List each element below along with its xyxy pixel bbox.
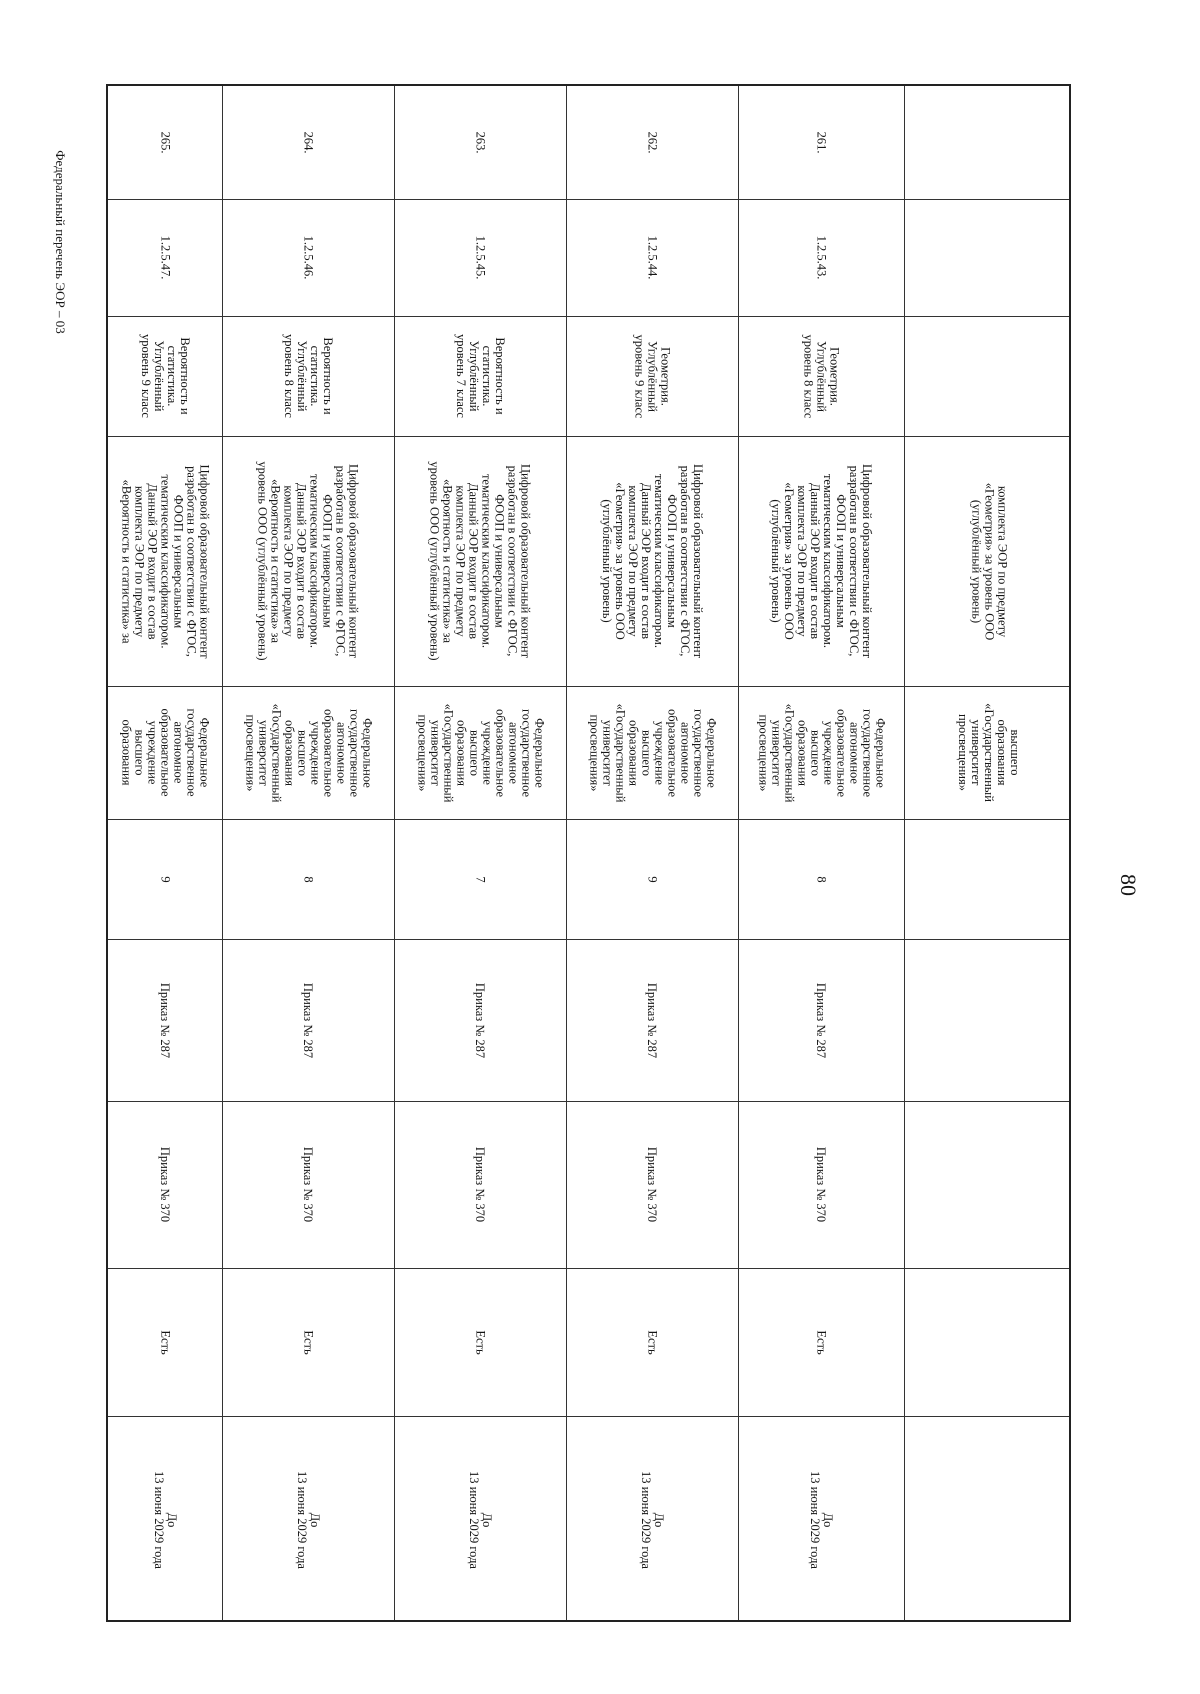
table-cell-num	[566, 86, 738, 199]
developer-text: Федеральное государственное автономное образовательное учреждение высшего образования	[119, 708, 212, 797]
num-text: 265.	[158, 131, 173, 154]
table-cell-grade	[738, 819, 904, 939]
table-cell-availability	[108, 1268, 222, 1416]
table-cell-num	[394, 86, 566, 199]
table-cell-order2	[222, 1101, 394, 1268]
content-text: Цифровой образовательный контент разработан в соответствии с ФГОС, ФООП и универсальным тематическим классификатором. Данный ЭОР входит в состав комплекта ЭОР по предмету «Геометрия» за уровень ООО (углублённый уровень)	[769, 463, 875, 659]
table-cell-deadline	[738, 1416, 904, 1624]
table-cell-availability	[394, 1268, 566, 1416]
table-cell-availability	[738, 1268, 904, 1416]
table-cell-num	[738, 86, 904, 199]
developer-text: Федеральное государственное автономное образовательное учреждение высшего образования «Государственный университет просвещения»	[756, 703, 887, 802]
content-text: комплекта ЭОР по предмету «Геометрия» за уровень ООО (углублённый уровень)	[969, 482, 1009, 640]
registry-table	[106, 84, 1071, 1622]
table-cell-order1	[108, 939, 222, 1101]
num-text: 264.	[301, 131, 316, 154]
table-cell-availability	[566, 1268, 738, 1416]
table-cell-developer	[394, 686, 566, 819]
name-text: Вероятность и статистика. Углублённый уровень 8 класс	[281, 334, 335, 418]
grade-text: 7	[473, 875, 488, 883]
table-cell-name	[738, 316, 904, 436]
deadline-text: До 13 июня 2029 года	[639, 1471, 666, 1569]
code-text: 1.2.5.44.	[645, 235, 660, 280]
table-cell-deadline	[108, 1416, 222, 1624]
table-cell-content	[394, 436, 566, 686]
table-cell-name	[394, 316, 566, 436]
order2-text: Приказ № 370	[158, 1146, 173, 1223]
name-text: Геометрия. Углублённый уровень 9 класс	[632, 334, 673, 418]
table-cell-developer	[904, 686, 1073, 819]
availability-text: Есть	[158, 1329, 173, 1355]
page-number: 80	[1116, 874, 1141, 896]
table-cell-num	[222, 86, 394, 199]
num-text: 261.	[814, 131, 829, 154]
num-text: 263.	[473, 131, 488, 154]
table-cell-grade	[394, 819, 566, 939]
table-cell-developer	[222, 686, 394, 819]
table-cell-content	[904, 436, 1073, 686]
table-cell-name	[222, 316, 394, 436]
table-cell-name	[566, 316, 738, 436]
table-cell-content	[222, 436, 394, 686]
table-cell-order1	[222, 939, 394, 1101]
table-cell-code	[108, 199, 222, 316]
order1-text: Приказ № 287	[301, 982, 316, 1058]
grade-text: 8	[814, 875, 829, 883]
order2-text: Приказ № 370	[645, 1146, 660, 1223]
grade-text: 9	[645, 875, 660, 883]
table-cell-content	[566, 436, 738, 686]
developer-text: Федеральное государственное автономное образовательное учреждение высшего образования «Государственный университет просвещения»	[243, 703, 374, 802]
table-cell-code	[566, 199, 738, 316]
deadline-text: До 13 июня 2029 года	[295, 1471, 322, 1569]
code-text: 1.2.5.47.	[158, 235, 173, 280]
grade-text: 9	[158, 875, 173, 883]
order1-text: Приказ № 287	[645, 982, 660, 1058]
availability-text: Есть	[645, 1329, 660, 1355]
table-cell-developer	[738, 686, 904, 819]
deadline-text: До 13 июня 2029 года	[152, 1471, 179, 1569]
table-cell-order2	[108, 1101, 222, 1268]
name-text: Вероятность и статистика. Углублённый уровень 7 класс	[453, 334, 507, 418]
order2-text: Приказ № 370	[473, 1146, 488, 1223]
table-cell-content	[108, 436, 222, 686]
table-cell-code	[394, 199, 566, 316]
table-cell-deadline	[566, 1416, 738, 1624]
developer-text: Федеральное государственное автономное образовательное учреждение высшего образования «Государственный университет просвещения»	[587, 703, 718, 802]
table-cell-order2	[566, 1101, 738, 1268]
table-cell-order2	[738, 1101, 904, 1268]
developer-text: высшего образования «Государственный университет просвещения»	[956, 703, 1022, 802]
page-footer: Федеральный перечень ЭОР – 03	[53, 150, 68, 334]
name-text: Геометрия. Углублённый уровень 8 класс	[801, 334, 842, 418]
table-cell-deadline	[222, 1416, 394, 1624]
code-text: 1.2.5.43.	[814, 235, 829, 280]
content-text: Цифровой образовательный контент разработан в соответствии с ФГОС, ФООП и универсальным тематическим классификатором. Данный ЭОР входит в состав комплекта ЭОР по предмету «Вероятность и статистика» за уровень ООО (углублённый уровень)	[256, 461, 361, 661]
table-cell-name	[108, 316, 222, 436]
table-cell-developer	[108, 686, 222, 819]
grade-text: 8	[301, 875, 316, 883]
deadline-text: До 13 июня 2029 года	[808, 1471, 835, 1569]
order1-text: Приказ № 287	[158, 982, 173, 1058]
table-cell-grade	[566, 819, 738, 939]
table-cell-order1	[566, 939, 738, 1101]
table-cell-developer	[566, 686, 738, 819]
deadline-text: До 13 июня 2029 года	[467, 1471, 494, 1569]
content-text: Цифровой образовательный контент разработан в соответствии с ФГОС, ФООП и универсальным тематическим классификатором. Данный ЭОР входит в состав комплекта ЭОР по предмету «Геометрия» за уровень ООО (углублённый уровень)	[600, 463, 706, 659]
order2-text: Приказ № 370	[301, 1146, 316, 1223]
table-cell-availability	[222, 1268, 394, 1416]
num-text: 262.	[645, 131, 660, 154]
content-text: Цифровой образовательный контент разработан в соответствии с ФГОС, ФООП и универсальным тематическим классификатором. Данный ЭОР входит в состав комплекта ЭОР по предмету «Вероятность и статистика» за уровень ООО (углублённый уровень)	[428, 461, 533, 661]
table-cell-code	[738, 199, 904, 316]
availability-text: Есть	[301, 1329, 316, 1355]
content-text: Цифровой образовательный контент разработан в соответствии с ФГОС, ФООП и универсальным тематическим классификатором. Данный ЭОР входит в состав комплекта ЭОР по предмету «Вероятность и статистика» за	[119, 463, 212, 659]
availability-text: Есть	[814, 1329, 829, 1355]
code-text: 1.2.5.46.	[301, 235, 316, 280]
table-cell-grade	[108, 819, 222, 939]
table-cell-deadline	[394, 1416, 566, 1624]
table-cell-grade	[222, 819, 394, 939]
table-cell-order1	[738, 939, 904, 1101]
table-cell-order1	[394, 939, 566, 1101]
table-cell-num	[108, 86, 222, 199]
table-cell-code	[222, 199, 394, 316]
order1-text: Приказ № 287	[473, 982, 488, 1058]
code-text: 1.2.5.45.	[473, 235, 488, 280]
name-text: Вероятность и статистика. Углублённый уровень 9 класс	[138, 334, 192, 418]
order2-text: Приказ № 370	[814, 1146, 829, 1223]
table-cell-order2	[394, 1101, 566, 1268]
availability-text: Есть	[473, 1329, 488, 1355]
order1-text: Приказ № 287	[814, 982, 829, 1058]
developer-text: Федеральное государственное автономное образовательное учреждение высшего образования «Государственный университет просвещения»	[415, 703, 546, 802]
table-cell-content	[738, 436, 904, 686]
